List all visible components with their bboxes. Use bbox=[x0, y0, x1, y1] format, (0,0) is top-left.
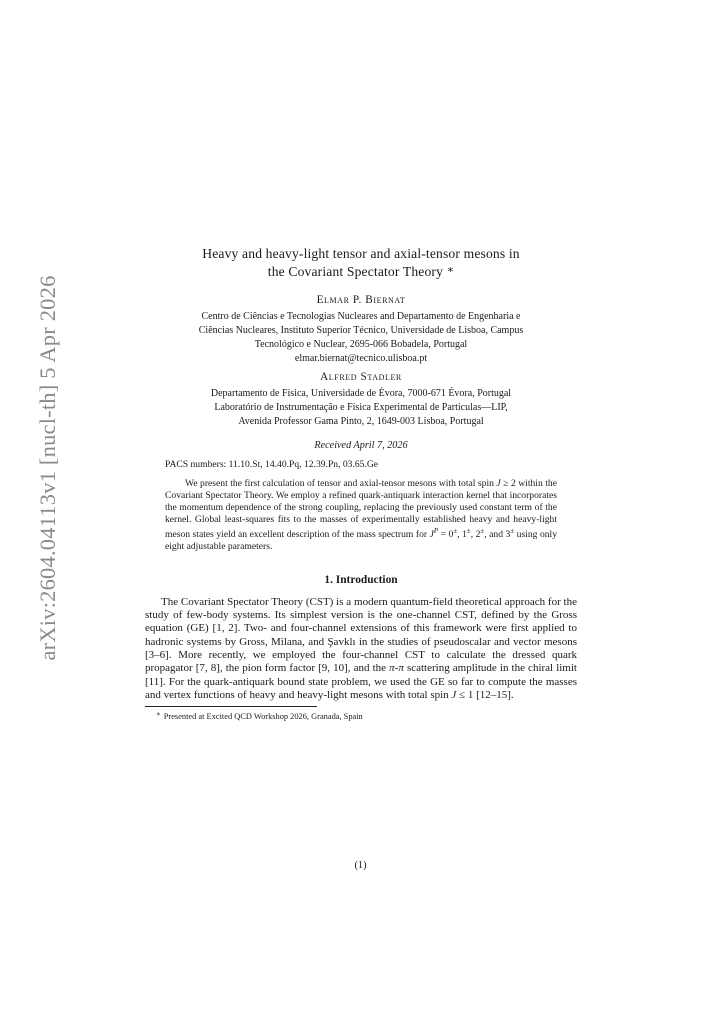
affil-2-line-3: Avenida Professor Gama Pinto, 2, 1649-003 Lisboa, Portugal bbox=[238, 416, 484, 427]
footnote: ∗ Presented at Excited QCD Workshop 2026, Granada, Spain bbox=[156, 710, 363, 722]
abstract: We present the first calculation of tensor and axial-tensor mesons with total spin J ≥ 2 within the Covariant Spectator Theory. We employ a refined quark-antiquark interaction kernel that incorporates the momentum dependence of the strong coupling, replacing the previously used constant term of the kernel. Global least-squares fits to the masses of experimentally established heavy and heavy-light meson states yield an excellent description of the mass spectrum for $J^P = 0^\pm$, 1±, 2±, and 3± using only eight adjustable parameters. bbox=[165, 478, 557, 552]
paper-title bbox=[145, 246, 577, 280]
math-spin-condition: J bbox=[496, 478, 501, 489]
affil-1-line-1: Centro de Ciências e Tecnologias Nucleares and Departamento de Engenharia e bbox=[201, 311, 521, 322]
paper-page bbox=[145, 240, 577, 721]
math-pi-pi: π bbox=[389, 662, 395, 675]
math-jp: $J^P$ bbox=[429, 526, 439, 540]
author-1-affiliation bbox=[145, 310, 577, 366]
affil-1-line-3: Tecnológico e Nuclear, 2695-066 Bobadela, Portugal bbox=[254, 339, 468, 350]
page-number: (1) bbox=[354, 860, 367, 871]
introduction-paragraph: The Covariant Spectator Theory (CST) is a modern quantum-field theoretical approach for the study of few-body systems. Its simplest version is the one-channel CST, defined by the Gross equation (GE) [1, 2]. Two- and four-channel extensions of this framework were first applied to hadronic systems by Gross, Milana, and Şavklı in the studies of pseudoscalar and vector mesons [3–6]. More recently, we employed the four-channel CST to calculate the dressed quark propagator [7, 8], the pion form factor [9, 10], and the π-π scattering amplitude in the chiral limit [11]. For the quark-antiquark bound state problem, we used the GE so far to compute the masses and vertex functions of heavy and heavy-light mesons with total spin J ≤ 1 [12–15]. bbox=[145, 595, 577, 702]
author-1-name: Elmar P. Biernat bbox=[316, 294, 406, 306]
title-line-2: the Covariant Spectator Theory bbox=[267, 264, 444, 279]
author-2-name: Alfred Stadler bbox=[320, 371, 402, 383]
arxiv-stamp-text: arXiv:2604.04113v1 [nucl-th] 5 Apr 2026 bbox=[35, 275, 60, 661]
pacs-numbers: PACS numbers: 11.10.St, 14.40.Pq, 12.39.Pn, 03.65.Ge bbox=[165, 459, 379, 470]
received-date: Received April 7, 2026 bbox=[314, 440, 408, 451]
author-2-affiliation bbox=[145, 387, 577, 429]
title-line-1: Heavy and heavy-light tensor and axial-tensor mesons in bbox=[202, 246, 520, 261]
math-spin-limit: J bbox=[451, 689, 457, 702]
section-title: 1. Introduction bbox=[324, 573, 398, 586]
author-1-email: elmar.biernat@tecnico.ulisboa.pt bbox=[294, 353, 428, 364]
footnote-rule bbox=[145, 706, 317, 707]
footnote-marker: ∗ bbox=[156, 710, 161, 719]
affil-2-line-1: Departamento de Física, Universidade de Évora, 7000-671 Évora, Portugal bbox=[210, 388, 512, 399]
affil-2-line-2: Laboratório de Instrumentação e Física Experimental de Partículas—LIP, bbox=[214, 402, 508, 413]
affil-1-line-2: Ciências Nucleares, Instituto Superior Técnico, Universidade de Lisboa, Campus bbox=[198, 325, 524, 336]
title-footnote-marker: ∗ bbox=[446, 264, 455, 276]
